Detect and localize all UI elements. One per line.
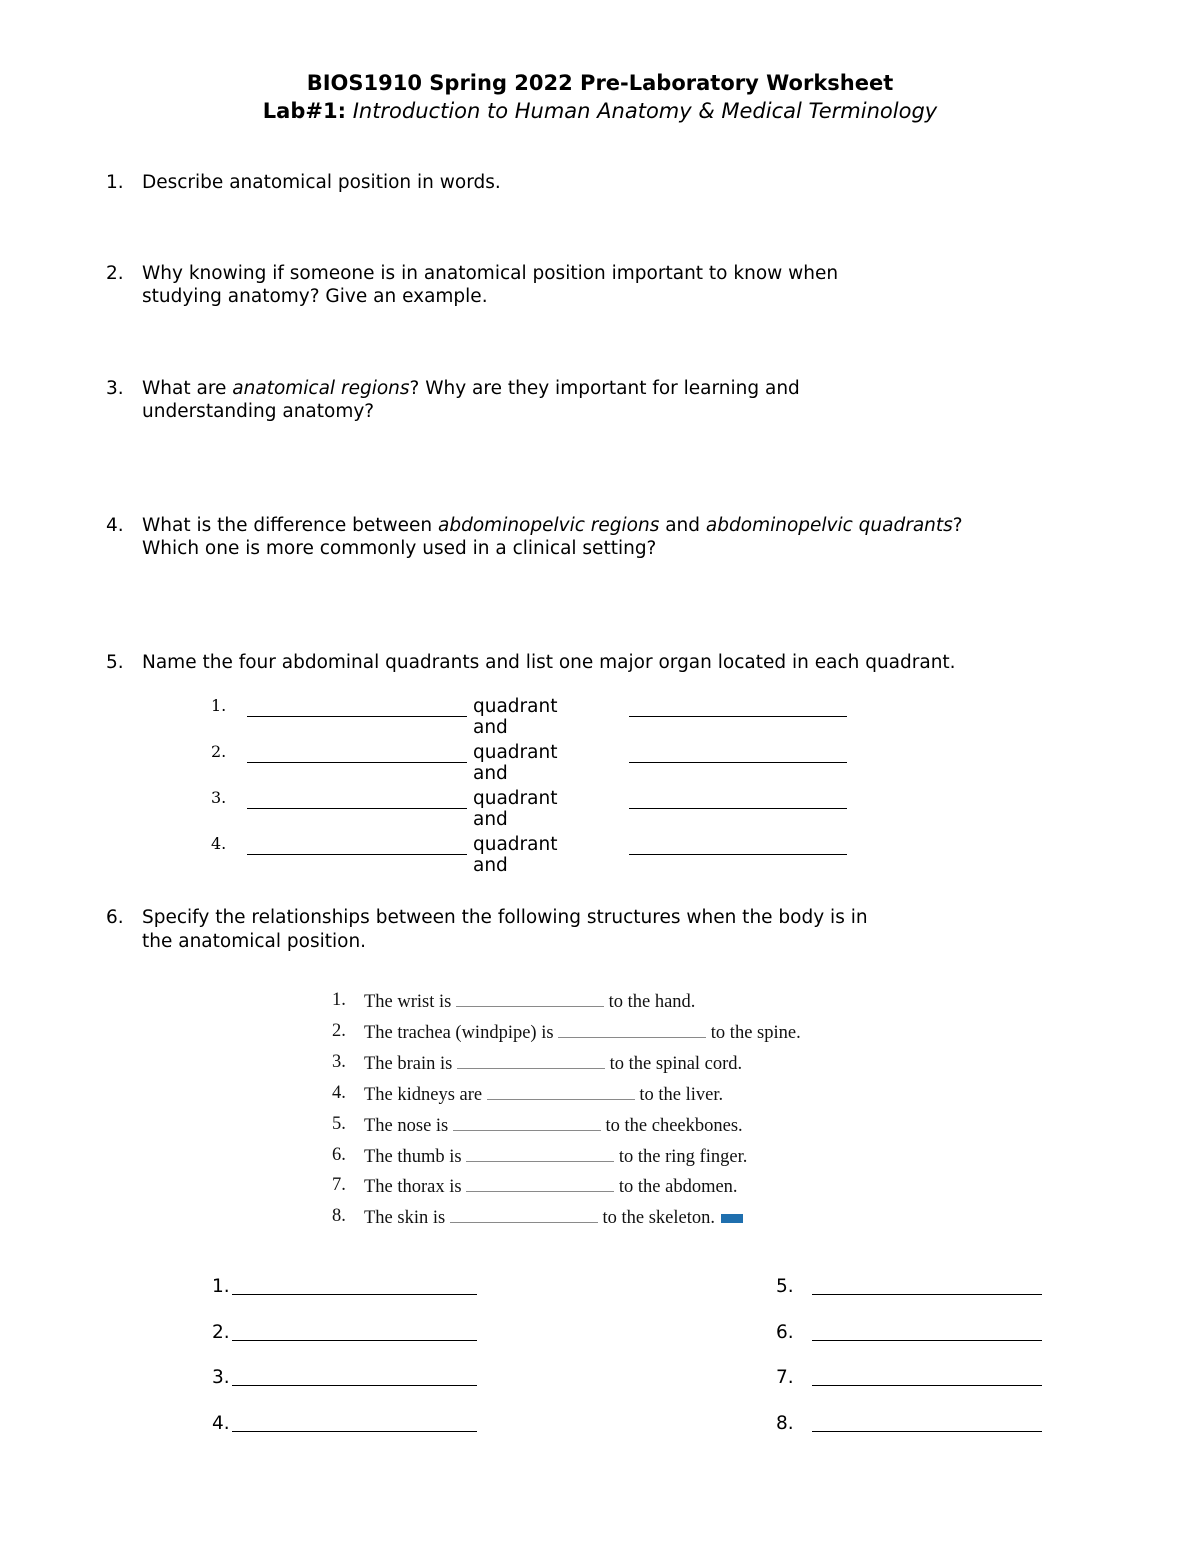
item-number: 1.	[332, 990, 346, 1010]
item-suffix: to the cheekbones.	[605, 1116, 743, 1136]
question-text-line1: Specify the relationships between the following structures when the body is in	[142, 907, 868, 928]
item-prefix: The wrist is	[364, 992, 452, 1012]
row-number: 4.	[211, 834, 227, 853]
organ-blank[interactable]	[629, 698, 847, 717]
relationship-blank	[453, 1114, 601, 1131]
item-number: 2.	[332, 1021, 346, 1041]
answer-blank[interactable]	[812, 1294, 1042, 1295]
relationship-blank	[466, 1175, 614, 1192]
question-number: 4.	[106, 515, 124, 536]
text-fragment: ? Why are they important for learning and	[409, 378, 800, 399]
text-fragment: ?	[952, 515, 963, 536]
item-prefix: The skin is	[364, 1208, 446, 1228]
item-suffix: to the liver.	[639, 1085, 724, 1105]
item-suffix: to the spinal cord.	[609, 1054, 743, 1074]
answer-number: 5.	[776, 1276, 794, 1297]
quadrant-label: quadrant and	[473, 742, 558, 784]
item-suffix: to the hand.	[608, 992, 696, 1012]
item-prefix: The trachea (windpipe) is	[364, 1023, 554, 1043]
answer-number: 4.	[212, 1413, 230, 1434]
answer-blank[interactable]	[232, 1431, 477, 1432]
question-text-line2: the anatomical position.	[142, 931, 367, 952]
answer-blank[interactable]	[812, 1431, 1042, 1432]
lab-subtitle	[0, 99, 1200, 123]
item-number: 6.	[332, 1145, 346, 1165]
question-text-line2: understanding anatomy?	[142, 401, 375, 422]
answer-blank[interactable]	[232, 1385, 477, 1386]
organ-blank[interactable]	[629, 790, 847, 809]
item-number: 4.	[332, 1083, 346, 1103]
relationship-blank	[558, 1021, 706, 1038]
item-suffix: to the skeleton.	[602, 1208, 715, 1228]
relationship-blank	[450, 1206, 598, 1223]
quadrant-label: quadrant and	[473, 788, 558, 830]
lab-topic: Introduction to Human Anatomy & Medical Terminology	[352, 99, 938, 123]
organ-blank[interactable]	[629, 836, 847, 855]
quadrant-blank[interactable]	[247, 744, 467, 763]
question-number: 6.	[106, 907, 124, 928]
item-number: 7.	[332, 1175, 346, 1195]
row-number: 3.	[211, 788, 227, 807]
quadrant-label: quadrant and	[473, 696, 558, 738]
text-fragment: What is the difference between	[142, 515, 439, 536]
answer-blank[interactable]	[812, 1385, 1042, 1386]
page-title: BIOS1910 Spring 2022 Pre-Laboratory Worksheet	[306, 71, 894, 95]
item-number: 8.	[332, 1206, 346, 1226]
item-number: 3.	[332, 1052, 346, 1072]
quadrant-blank[interactable]	[247, 698, 467, 717]
item-prefix: The thumb is	[364, 1147, 462, 1167]
item-prefix: The kidneys are	[364, 1085, 483, 1105]
answer-number: 7.	[776, 1367, 794, 1388]
row-number: 2.	[211, 742, 227, 761]
quadrant-blank[interactable]	[247, 790, 467, 809]
question-text-line2: studying anatomy? Give an example.	[142, 286, 488, 307]
question-text-line1	[142, 377, 1142, 400]
item-prefix: The thorax is	[364, 1177, 462, 1197]
question-number: 1.	[106, 172, 124, 193]
emphasis-term: abdominopelvic quadrants	[705, 515, 953, 536]
text-fragment: and	[659, 515, 706, 536]
item-prefix: The brain is	[364, 1054, 453, 1074]
quadrant-label: quadrant and	[473, 834, 558, 876]
answer-blank[interactable]	[232, 1294, 477, 1295]
relationship-blank	[466, 1145, 614, 1162]
emphasis-term: anatomical regions	[232, 378, 410, 399]
question-text-line1	[142, 514, 1200, 537]
question-text-line1: Why knowing if someone is in anatomical position important to know when	[142, 263, 839, 284]
quadrant-blank[interactable]	[247, 836, 467, 855]
organ-blank[interactable]	[629, 744, 847, 763]
question-number: 3.	[106, 378, 124, 399]
relationship-blank	[487, 1083, 635, 1100]
item-prefix: The nose is	[364, 1116, 449, 1136]
lab-label: Lab#1:	[262, 99, 346, 123]
answer-number: 6.	[776, 1322, 794, 1343]
answer-number: 1.	[212, 1276, 230, 1297]
answer-number: 3.	[212, 1367, 230, 1388]
item-suffix: to the abdomen.	[618, 1177, 738, 1197]
answer-blank[interactable]	[812, 1340, 1042, 1341]
answer-number: 8.	[776, 1413, 794, 1434]
answer-number: 2.	[212, 1322, 230, 1343]
question-number: 2.	[106, 263, 124, 284]
row-number: 1.	[211, 696, 227, 715]
question-number: 5.	[106, 652, 124, 673]
item-suffix: to the spine.	[710, 1023, 801, 1043]
question-text: Describe anatomical position in words.	[142, 172, 501, 193]
question-text-line2: Which one is more commonly used in a clinical setting?	[142, 538, 657, 559]
emphasis-term: abdominopelvic regions	[438, 515, 660, 536]
relationship-blank	[456, 990, 604, 1007]
question-text: Name the four abdominal quadrants and list one major organ located in each quadrant.	[142, 652, 956, 673]
answer-blank[interactable]	[232, 1340, 477, 1341]
item-suffix: to the ring finger.	[618, 1147, 748, 1167]
blue-marker-icon	[721, 1214, 743, 1223]
item-number: 5.	[332, 1114, 346, 1134]
text-fragment: What are	[142, 378, 233, 399]
relationship-blank	[457, 1052, 605, 1069]
